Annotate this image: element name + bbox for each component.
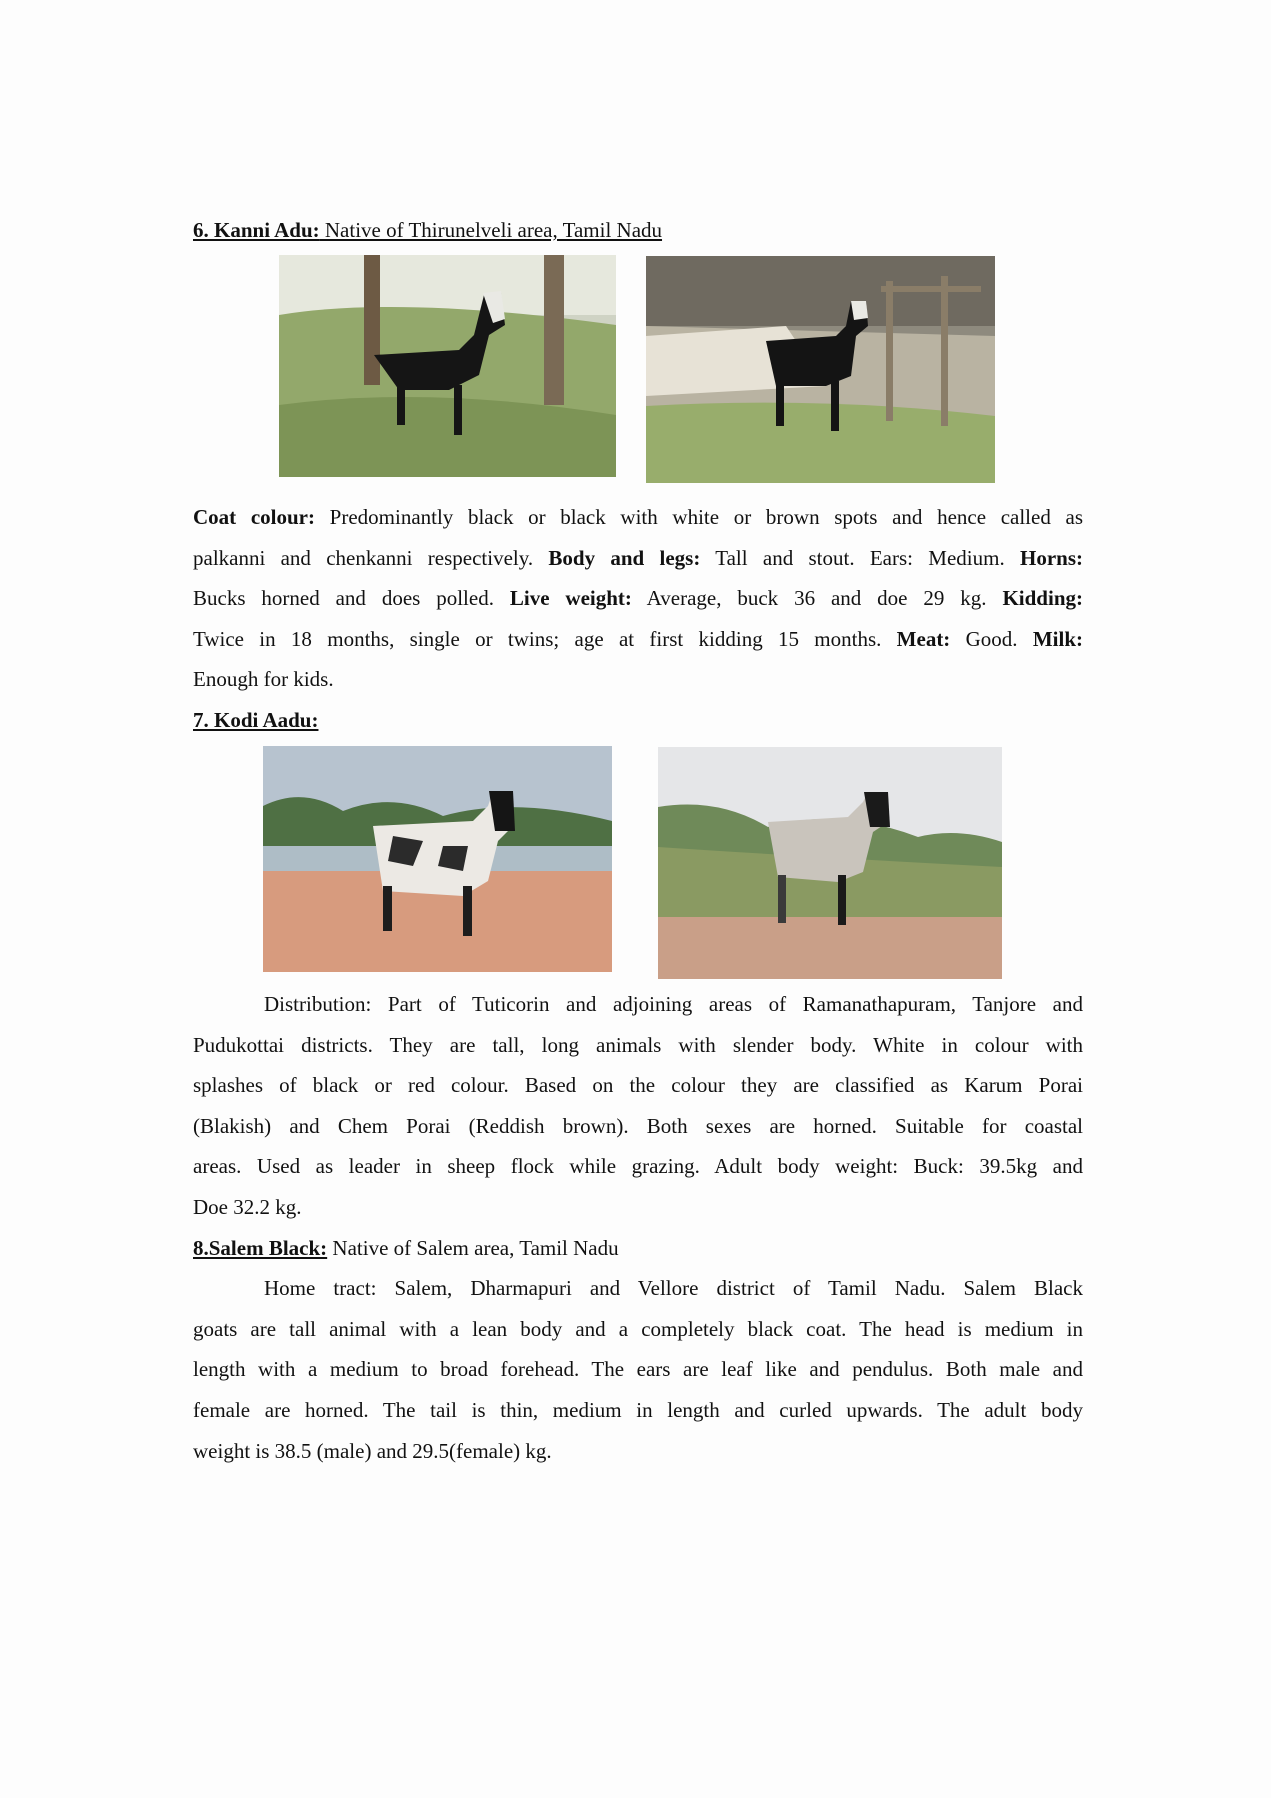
kodi-title: 7. Kodi Aadu: bbox=[193, 707, 319, 732]
salem-line: length with a medium to broad forehead. The ears are leaf like and pendulus. Both male and bbox=[193, 1357, 1083, 1382]
milk-label: Milk: bbox=[1032, 626, 1083, 651]
kodi-photo-1 bbox=[263, 746, 612, 972]
kanni-text: Twice in 18 months, single or twins; age at first kidding 15 months. bbox=[193, 626, 897, 651]
coat-colour-text: Predominantly black or black with white or brown spots and hence called as bbox=[314, 505, 1084, 529]
live-weight-label: Live weight: bbox=[509, 586, 632, 611]
salem-line: Home tract: Salem, Dharmapuri and Vellore district of Tamil Nadu. Salem Black bbox=[264, 1276, 1083, 1301]
kanni-subtitle: Native of Thirunelveli area, Tamil Nadu bbox=[319, 218, 663, 242]
kodi-description bbox=[193, 984, 1083, 1471]
kanni-text: Tall and stout. Ears: Medium. bbox=[700, 545, 1020, 570]
kanni-text: Average, buck 36 and doe 29 kg. bbox=[631, 586, 1003, 611]
body-legs-label: Body and legs: bbox=[548, 545, 701, 570]
kodi-line: Doe 32.2 kg. bbox=[193, 1194, 302, 1219]
kanni-title: 6. Kanni Adu: bbox=[193, 218, 320, 242]
kodi-line: areas. Used as leader in sheep flock while grazing. Adult body weight: Buck: 39.5kg and bbox=[193, 1154, 1083, 1179]
kidding-label: Kidding: bbox=[1002, 586, 1083, 611]
kanni-line-2 bbox=[193, 538, 1083, 579]
kanni-photo-2 bbox=[646, 256, 995, 483]
salem-title: 8.Salem Black: bbox=[193, 1235, 328, 1260]
salem-heading bbox=[193, 1228, 1083, 1269]
kanni-line-3 bbox=[193, 578, 1083, 619]
kanni-text: Bucks horned and does polled. bbox=[193, 586, 510, 611]
kodi-line: Distribution: Part of Tuticorin and adjoining areas of Ramanathapuram, Tanjore and bbox=[264, 992, 1083, 1016]
kodi-heading bbox=[193, 700, 1083, 741]
kanni-text: Enough for kids. bbox=[193, 667, 334, 692]
kanni-description bbox=[193, 497, 1083, 741]
kanni-text: palkanni and chenkanni respectively. bbox=[193, 545, 549, 570]
salem-line: female are horned. The tail is thin, medium in length and curled upwards. The adult body bbox=[193, 1397, 1083, 1422]
coat-colour-label: Coat colour: bbox=[193, 505, 315, 529]
salem-line: goats are tall animal with a lean body and a completely black coat. The head is medium in bbox=[193, 1316, 1083, 1341]
horns-label: Horns: bbox=[1019, 545, 1083, 570]
kodi-line: Pudukottai districts. They are tall, long animals with slender body. White in colour with bbox=[193, 1032, 1083, 1057]
kanni-line-4 bbox=[193, 619, 1083, 660]
kanni-line-5 bbox=[193, 659, 1083, 700]
kanni-photo-1 bbox=[279, 255, 616, 477]
salem-subtitle: Native of Salem area, Tamil Nadu bbox=[327, 1235, 619, 1260]
kodi-photo-2 bbox=[658, 747, 1002, 979]
kodi-line: (Blakish) and Chem Porai (Reddish brown). Both sexes are horned. Suitable for coastal bbox=[193, 1113, 1083, 1138]
kanni-line-1 bbox=[193, 497, 1083, 538]
meat-label: Meat: bbox=[896, 626, 951, 651]
kodi-line: splashes of black or red colour. Based on the colour they are classified as Karum Porai bbox=[193, 1073, 1083, 1098]
kanni-heading bbox=[193, 210, 662, 250]
salem-line: weight is 38.5 (male) and 29.5(female) kg. bbox=[193, 1438, 552, 1463]
kanni-text: Good. bbox=[950, 626, 1033, 651]
